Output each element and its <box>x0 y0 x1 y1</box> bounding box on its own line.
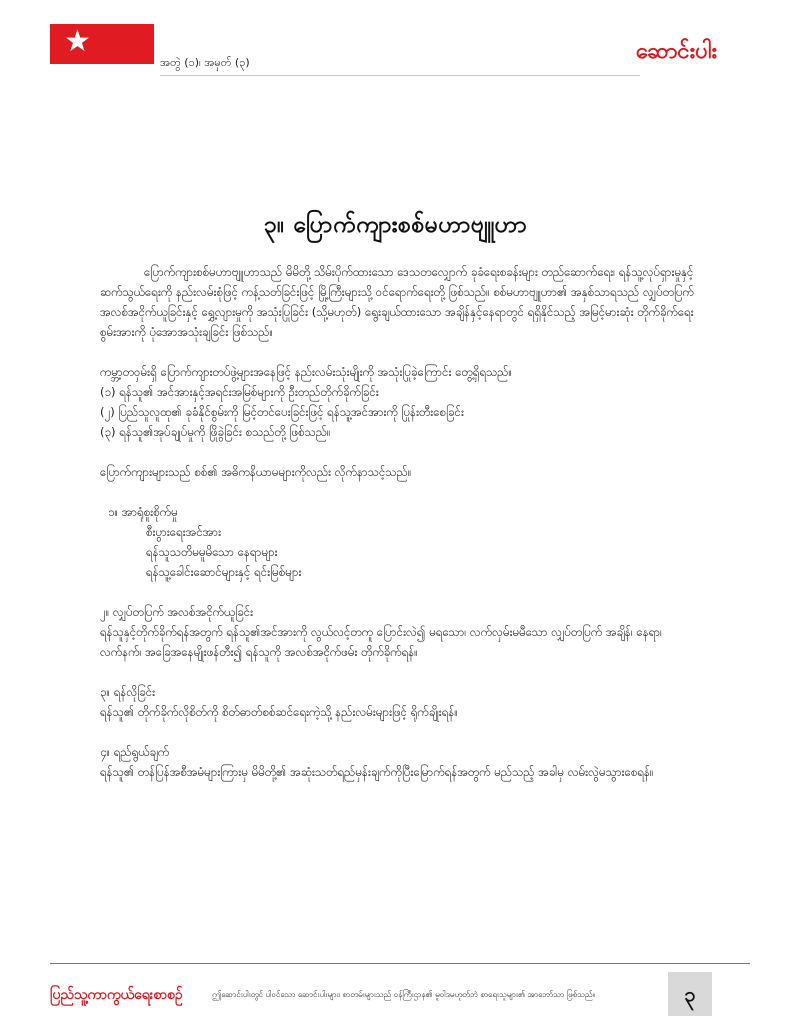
issue-number: အတွဲ (၁)၊ အမှတ် (၃) <box>160 56 250 69</box>
section-heading: ၂။ လျှပ်တပြက် အလစ်အငိုက်ယူခြင်း <box>100 605 254 619</box>
intro-paragraph: ပြောက်ကျားစစ်မဟာဗျူဟာသည် မိမိတို့ သိမ်းပိုက်ထားသော ဒေသတလျှောက် ခုခံရေးစခန်းများ တည်ဆောက်ရေး၊ ရန်သူ့လုပ်ရှားမှုနှင့် ဆက်သွယ်ရေးကို နည်းလမ်းစုံဖြင့် ကန့်သတ်ခြင်းဖြင့် မြို့ကြီးများသို့ ဝင်ရောက်ရေးတို့ ဖြစ်သည်။ စစ်မဟာဗျူဟာ၏ အနှစ်သာရသည် လျှပ်တပြက် အလစ်အငိုက်ယူခြင်းနှင့် ရွှေ့လျားမှုကို အသုံးပြုခြင်း (သို့မဟုတ်) ရွေးချယ်ထားသော အချိန်နှင့်နေရာတွင် ရရှိနိုင်သည့် အမြင့်မားဆုံး တိုက်ခိုက်ရေးစွမ်းအားကို ပုံအောအသုံးချခြင်း ဖြစ်သည်။ <box>100 265 694 339</box>
found-line: ကမ္ဘာ့တဝှမ်းရှိ ပြောက်ကျားတပ်ဖွဲ့များအနေဖြင့် နည်းလမ်းသုံးမျိုးကို အသုံးပြုခဲ့ကြောင်း တွေ့ရှိရသည်။ <box>100 365 513 379</box>
article-body <box>100 262 696 782</box>
method-item: (၁) ရန်သူ၏ အင်အားနှင့်အရင်းအမြစ်များကို ဦးတည်တိုက်ခိုက်ခြင်း <box>100 385 379 399</box>
method-item: (၂) ပြည်သူလူထု၏ ခုခံနိုင်စွမ်းကို မြင့်တင်ပေးခြင်းဖြင့် ရန်သူ့အင်အားကို ပြုန်းတီးစေခြင်း <box>100 405 464 419</box>
header-divider <box>160 75 640 76</box>
star-icon: ★ <box>64 24 91 59</box>
method-item: (၃) ရန်သူ၏အုပ်ချုပ်မှုကို ဖြိုခွဲခြင်း စသည်တို့ ဖြစ်သည်။ <box>100 425 331 439</box>
footer-disclaimer: ဤဆောင်းပါးတွင် ပါဝင်သော ဆောင်းပါးများ၊ စာတမ်းများသည် ဝန်ကြီးဌာန၏ မူဝါဒမဟုတ်ဘဲ စာရေးသူများ၏ အာဘော်သာ ဖြစ်သည်။ <box>212 990 596 999</box>
page-number: ၃ <box>668 972 712 1016</box>
section-heading: ၃။ ရန်လိုခြင်း <box>100 685 156 699</box>
principles-line: ပြောက်ကျားများသည် စစ်၏ အဓိကနိယာမများကိုလည်း လိုက်နာသင့်သည်။ <box>100 465 412 479</box>
list-item: စီးပွားရေးအင်အား <box>146 525 222 539</box>
section-body: ရန်သူနှင့်တိုက်ခိုက်ရန်အတွက် ရန်သူ၏အင်အားကို လွယ်လင့်တကူ ပြောင်းလဲ၍ မရသော၊ လက်လှမ်းမမီသော လျှပ်တပြက် အချိန်၊ နေရာ၊ လက်နက်၊ အခြေအနေမျိုးဖန်တီး၍ ရန်သူကို အလစ်အငိုက်ဖမ်း တိုက်ခိုက်ရန်။ <box>100 625 662 659</box>
footer-title: ပြည်သူ့ကာကွယ်ရေးစာစဉ် <box>50 987 183 1003</box>
list-item: ရန်သူ့ခေါင်းဆောင်များနှင့် ရင်းမြစ်များ <box>146 565 302 579</box>
article-title: ၃။ ပြောက်ကျားစစ်မဟာဗျူဟာ <box>263 212 528 238</box>
section-body: ရန်သူ၏ တိုက်ခိုက်လိုစိတ်ကို စိတ်ဓာတ်စစ်ဆင်ရေးကဲ့သို့ နည်းလမ်းများဖြင့် ရိုက်ချိုးရန်။ <box>100 705 458 719</box>
section-brand: ဆောင်းပါး <box>636 39 718 64</box>
list-item: ရန်သူသတိမမူမိသော နေရာများ <box>146 545 278 559</box>
section-body: ရန်သူ၏ တန်ပြန်အစီအမံများကြားမှ မိမိတို့၏ အဆုံးသတ်ရည်မှန်းချက်ကိုပြီးမြောက်ရန်အတွက် မည်သည့် အခါမှ လမ်းလွဲမသွားစေရန်။ <box>100 765 654 779</box>
flag-logo <box>50 24 154 64</box>
footer-divider <box>50 963 750 964</box>
section-heading: ၁။ အာရုံစူးစိုက်မှု <box>108 505 178 519</box>
section-heading: ၄။ ရည်ရွယ်ချက် <box>100 745 170 759</box>
